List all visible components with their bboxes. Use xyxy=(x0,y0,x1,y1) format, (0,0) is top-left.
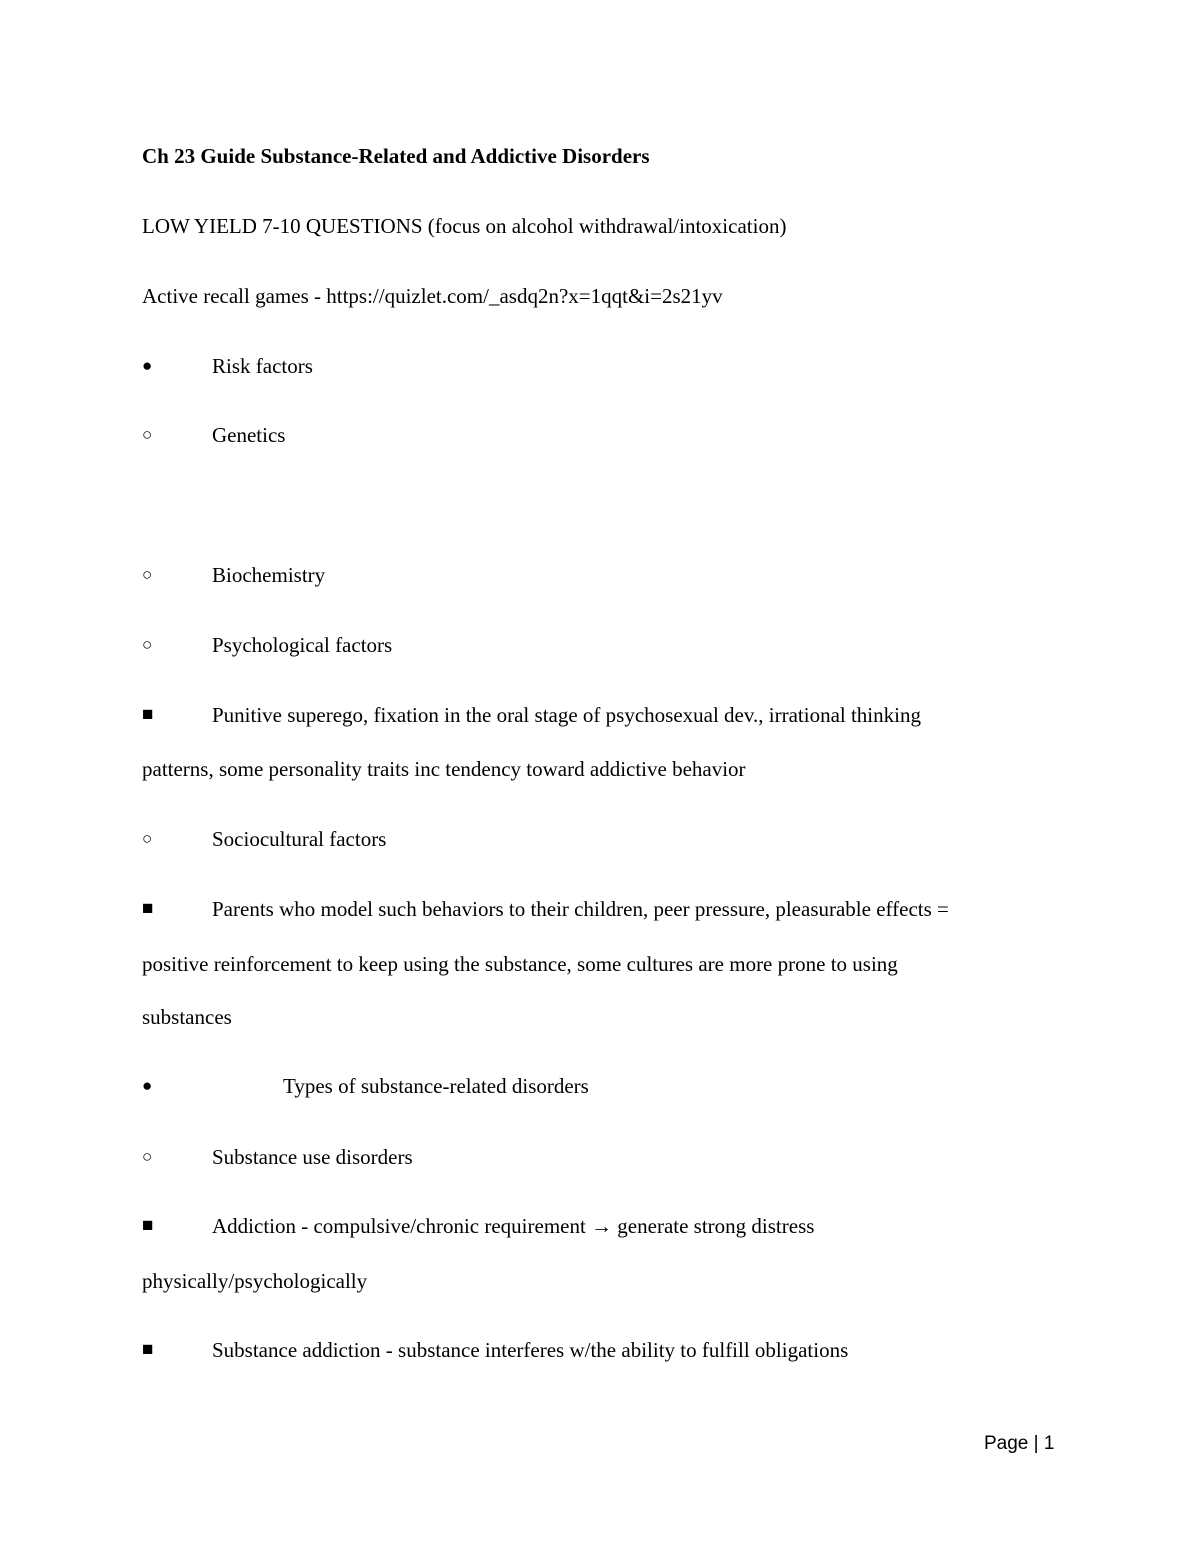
hollow-circle-bullet-icon: ○ xyxy=(142,635,153,654)
filled-square-bullet-icon: ■ xyxy=(142,1215,154,1236)
list-item-label: Parents who model such behaviors to their children, peer pressure, pleasurable effects = xyxy=(212,897,949,921)
list-item-continuation: substances xyxy=(142,1005,232,1029)
list-item-continuation: patterns, some personality traits inc tendency toward addictive behavior xyxy=(142,757,746,781)
filled-square-bullet-icon: ■ xyxy=(142,898,154,919)
hollow-circle-bullet-icon: ○ xyxy=(142,425,153,444)
list-item-label: Punitive superego, fixation in the oral stage of psychosexual dev., irrational thinking xyxy=(212,703,921,727)
list-item-label: Addiction - compulsive/chronic requirement → generate strong distress xyxy=(212,1214,815,1238)
recall-link-line: Active recall games - https://quizlet.com/_asdq2n?x=1qqt&i=2s21yv xyxy=(142,284,723,308)
list-item-label: Risk factors xyxy=(212,354,313,378)
filled-circle-bullet-icon: ● xyxy=(142,356,153,375)
list-item-label: Psychological factors xyxy=(212,633,393,657)
filled-circle-bullet-icon: ● xyxy=(142,1076,153,1095)
list-item-label: Sociocultural factors xyxy=(212,827,387,851)
hollow-circle-bullet-icon: ○ xyxy=(142,829,153,848)
list-item-continuation: physically/psychologically xyxy=(142,1269,368,1293)
document-title: Ch 23 Guide Substance-Related and Addictive Disorders xyxy=(142,144,650,168)
list-item-label: Types of substance-related disorders xyxy=(283,1074,589,1098)
list-item-continuation: positive reinforcement to keep using the substance, some cultures are more prone to using xyxy=(142,952,898,976)
list-item-label: Substance addiction - substance interferes w/the ability to fulfill obligations xyxy=(212,1338,849,1362)
list-item-label: Biochemistry xyxy=(212,563,326,587)
filled-square-bullet-icon: ■ xyxy=(142,1339,154,1360)
hollow-circle-bullet-icon: ○ xyxy=(142,565,153,584)
page-number-footer: Page | 1 xyxy=(984,1433,1055,1454)
hollow-circle-bullet-icon: ○ xyxy=(142,1147,153,1166)
filled-square-bullet-icon: ■ xyxy=(142,704,154,725)
document-subtitle: LOW YIELD 7-10 QUESTIONS (focus on alcohol withdrawal/intoxication) xyxy=(142,214,787,238)
list-item-label: Substance use disorders xyxy=(212,1145,413,1169)
list-item-label: Genetics xyxy=(212,423,286,447)
